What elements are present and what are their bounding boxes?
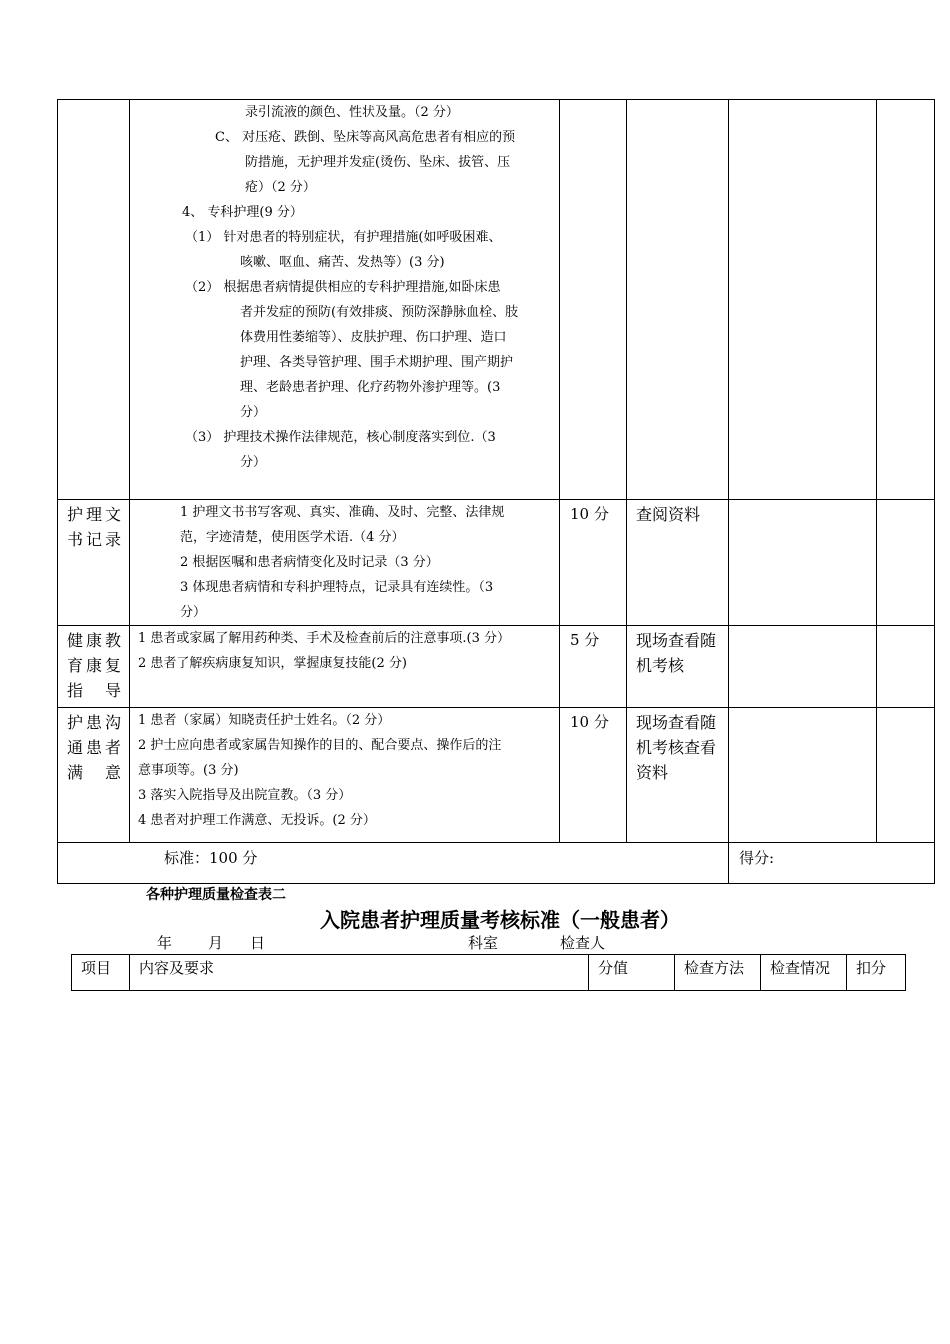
- dept-label: 科室: [468, 934, 499, 952]
- method-cell: 现场查看随机考核: [627, 626, 729, 708]
- score-cell: 10 分: [560, 708, 627, 843]
- header-cell-status: 检查情况: [761, 955, 847, 991]
- content-line: 范，字迹清楚，使用医学术语.（4 分）: [180, 530, 405, 545]
- header-cell-score: 分值: [589, 955, 675, 991]
- header-cell-deduction: 扣分: [847, 955, 906, 991]
- table-row: [58, 626, 935, 708]
- content-line: 意事项等。(3 分): [138, 763, 239, 778]
- assessment-table: [57, 99, 935, 884]
- content-line: 者并发症的预防(有效排痰、预防深静脉血栓、肢: [240, 305, 519, 320]
- content-line: 1 患者（家属）知晓责任护士姓名。（2 分）: [138, 713, 391, 728]
- content-line: 分）: [240, 455, 267, 470]
- content-line: 护理、各类导管护理、围手术期护理、围产期护: [240, 355, 514, 370]
- content-line: 防措施，无护理并发症(烫伤、坠床、拔管、压: [245, 155, 511, 170]
- score-total-label: 得分:: [729, 843, 935, 884]
- content-line: 疮）（2 分）: [245, 180, 316, 195]
- score-cell: 5 分: [560, 626, 627, 708]
- year-label: 年: [157, 934, 173, 952]
- content-line: 1 护理文书书写客观、真实、准确、及时、完整、法律规: [180, 505, 505, 520]
- content-line: 理、老龄患者护理、化疗药物外渗护理等。(3: [240, 380, 501, 395]
- standard-total: 标准：100 分: [58, 843, 729, 884]
- content-line: 3 体现患者病情和专科护理特点，记录具有连续性。（3: [180, 580, 494, 595]
- method-cell: 现场查看随机考核查看资料: [627, 708, 729, 843]
- content-cell: [130, 100, 560, 500]
- table-row: [58, 708, 935, 843]
- content-line: 2 患者了解疾病康复知识，掌握康复技能(2 分): [138, 656, 407, 671]
- content-line: （3） 护理技术操作法律规范，核心制度落实到位.（3: [185, 430, 496, 445]
- table-row: [58, 500, 935, 626]
- content-line: C、 对压疮、跌倒、坠床等高风高危患者有相应的预: [215, 130, 516, 145]
- method-cell: 查阅资料: [627, 500, 729, 626]
- content-line: 2 护士应向患者或家属告知操作的目的、配合要点、操作后的注: [138, 738, 502, 753]
- content-cell: [130, 500, 560, 626]
- header-table: [71, 954, 906, 991]
- content-line: 3 落实入院指导及出院宣教。（3 分）: [138, 788, 352, 803]
- header-cell-method: 检查方法: [675, 955, 761, 991]
- content-line: 4、 专科护理(9 分）: [182, 205, 303, 220]
- content-line: （1） 针对患者的特别症状，有护理措施(如呼吸困难、: [185, 230, 502, 245]
- page-title: 入院患者护理质量考核标准（一般患者）: [320, 908, 680, 932]
- section-label: 各种护理质量检查表二: [146, 887, 286, 903]
- inspector-label: 检查人: [560, 934, 606, 952]
- content-line: （2） 根据患者病情提供相应的专科护理措施,如卧床患: [185, 280, 501, 295]
- category-cell: 护理文书记录: [58, 500, 130, 626]
- header-cell-content: 内容及要求: [130, 955, 589, 991]
- content-line: 体费用性萎缩等）、皮肤护理、伤口护理、造口: [240, 330, 507, 345]
- content-line: 2 根据医嘱和患者病情变化及时记录（3 分）: [180, 555, 439, 570]
- content-cell: [130, 626, 560, 708]
- category-cell: 护患沟通患者满意: [58, 708, 130, 843]
- category-cell: 健康教育康复指导: [58, 626, 130, 708]
- content-line: 分）: [180, 605, 207, 620]
- header-cell-project: 项目: [72, 955, 130, 991]
- content-line: 分）: [240, 405, 267, 420]
- table-row: [58, 100, 935, 500]
- content-line: 咳嗽、呕血、痛苦、发热等）(3 分): [240, 255, 445, 270]
- header-row: [72, 955, 906, 991]
- table-footer-row: [58, 843, 935, 884]
- month-label: 月: [208, 934, 224, 952]
- day-label: 日: [250, 934, 266, 952]
- content-cell: [130, 708, 560, 843]
- score-cell: 10 分: [560, 500, 627, 626]
- content-line: 1 患者或家属了解用药种类、手术及检查前后的注意事项.(3 分）: [138, 631, 511, 646]
- content-line: 4 患者对护理工作满意、无投诉。(2 分）: [138, 813, 376, 828]
- content-line: 录引流液的颜色、性状及量。（2 分）: [245, 105, 459, 120]
